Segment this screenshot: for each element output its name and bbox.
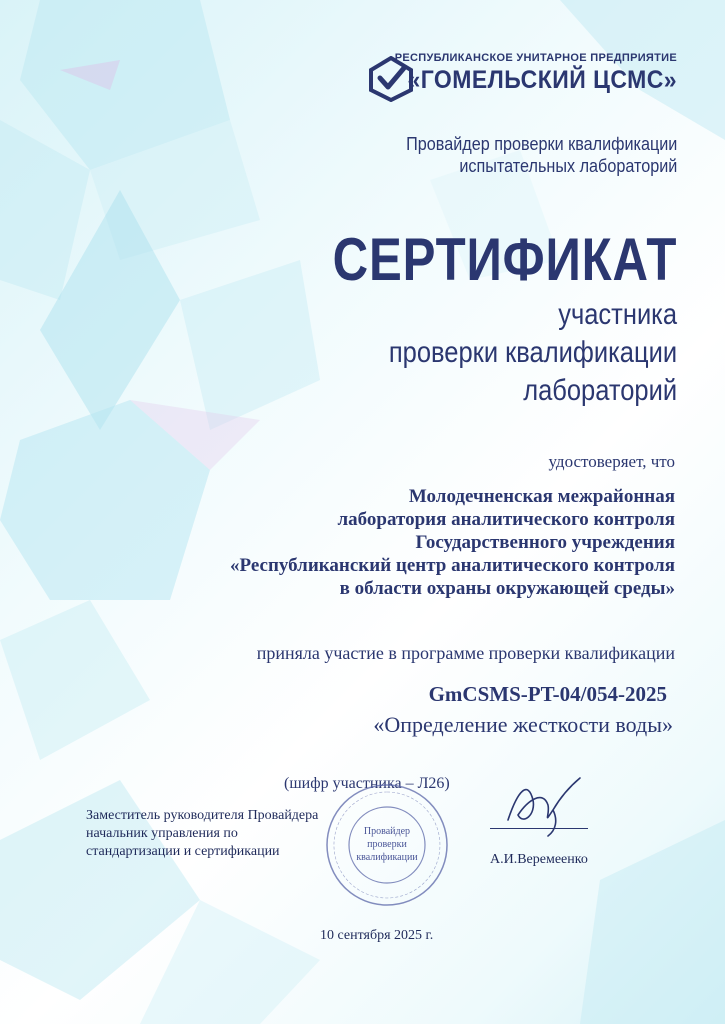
- recipient-line-3: Государственного учреждения: [415, 532, 675, 553]
- subtitle-line-1: участника: [558, 298, 677, 331]
- participant-cipher: (шифр участника – Л26): [284, 775, 450, 792]
- certificate-title: СЕРТИФИКАТ: [332, 226, 677, 293]
- signer-position-line-1: Заместитель руководителя Провайдера: [86, 808, 319, 823]
- signer-position-line-2: начальник управления по: [86, 826, 238, 841]
- program-code: GmCSMS-PT-04/054-2025: [428, 682, 667, 706]
- stamp-line-3: квалификации: [356, 852, 418, 863]
- org-type: РЕСПУБЛИКАНСКОЕ УНИТАРНОЕ ПРЕДПРИЯТИЕ: [394, 52, 677, 64]
- participation-text: приняла участие в программе проверки квалификации: [256, 643, 675, 663]
- stamp-line-1: Провайдер: [363, 826, 411, 837]
- recipient-organization: [230, 485, 675, 600]
- recipient-line-5: в области охраны окружающей среды»: [339, 578, 675, 599]
- issue-date: 10 сентября 2025 г.: [320, 928, 434, 943]
- organization-header: [384, 52, 677, 95]
- program-name: «Определение жесткости воды»: [373, 712, 673, 737]
- handwritten-signature: [498, 770, 588, 840]
- official-stamp: [322, 780, 452, 910]
- subtitle-line-2: проверки квалификации: [388, 336, 677, 369]
- provider-line-2: испытательных лабораторий: [458, 156, 677, 176]
- recipient-line-2: лаборатория аналитического контроля: [337, 509, 675, 530]
- signer-position-line-3: стандартизации и сертификации: [86, 844, 280, 859]
- signature-line: [490, 828, 588, 829]
- signer-name: А.И.Веремеенко: [490, 852, 588, 867]
- provider-line-1: Провайдер проверки квалификации: [405, 134, 677, 154]
- certifies-text: удостоверяет, что: [548, 452, 675, 471]
- signer-position: [86, 807, 318, 861]
- subtitle-line-3: лабораторий: [523, 374, 677, 407]
- org-name: «ГОМЕЛЬСКИЙ ЦСМС»: [407, 66, 677, 94]
- provider-description: [406, 133, 677, 177]
- recipient-line-1: Молодечненская межрайонная: [408, 486, 675, 507]
- recipient-line-4: «Республиканский центр аналитического контроля: [229, 555, 675, 576]
- certificate-subtitle: [389, 296, 677, 410]
- stamp-line-2: проверки: [367, 839, 407, 850]
